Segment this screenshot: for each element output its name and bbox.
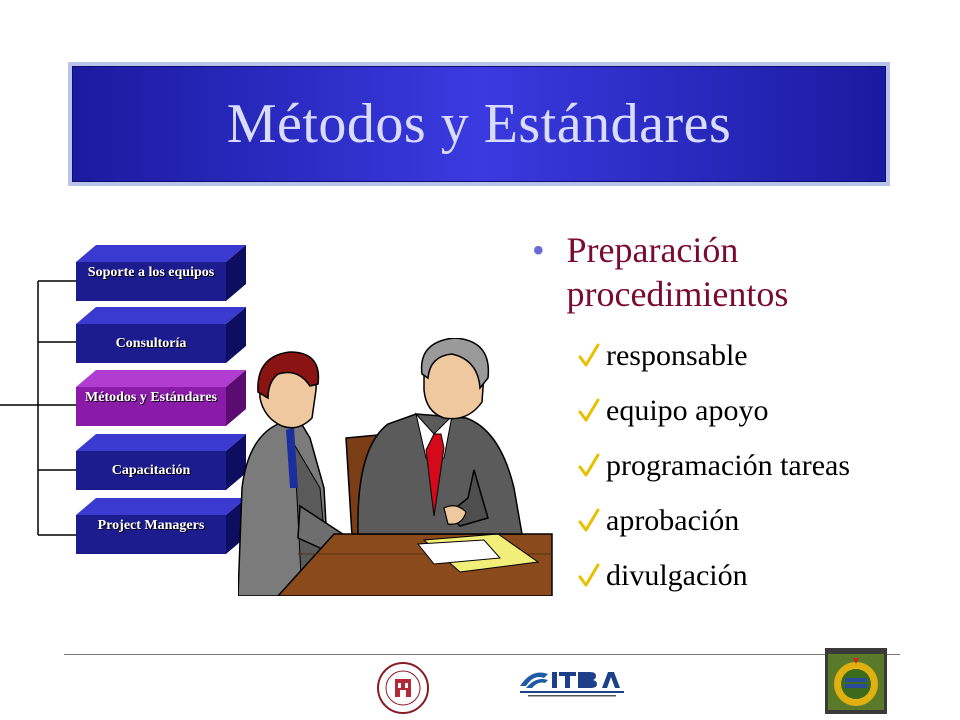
org-connector-lines [0, 281, 80, 535]
org-box-consultoria [76, 307, 246, 363]
org-box-label-project-managers: Project Managers [97, 518, 205, 533]
sub-bullet-item [578, 383, 932, 438]
sub-bullet-text: responsable [606, 338, 748, 372]
org-box-label-metodos: Métodos y Estándares [85, 390, 217, 405]
main-bullet-text: Preparación procedimientos [566, 230, 789, 314]
sub-bullet-item [578, 328, 932, 383]
sub-bullet-item [578, 548, 932, 603]
sub-bullet-item [578, 438, 932, 493]
university-seal-logo [376, 661, 430, 715]
org-box-label-consultoria: Consultoría [115, 336, 187, 351]
org-box-capacitacion [76, 434, 246, 490]
sub-bullet-text: divulgación [606, 558, 748, 592]
checkmark-icon [578, 508, 600, 534]
org-box-label-soporte: Soporte a los equipos [87, 265, 215, 280]
slide-title: Métodos y Estándares [226, 93, 732, 155]
sub-bullet-item [578, 493, 932, 548]
checkmark-icon [578, 398, 600, 424]
sub-bullet-text: programación tareas [606, 448, 851, 482]
sub-bullet-list [578, 328, 932, 603]
bullet-dot-icon: • [532, 230, 545, 270]
checkmark-icon [578, 453, 600, 479]
org-box-label-capacitacion: Capacitación [111, 463, 191, 478]
project-badge-logo [825, 648, 887, 714]
itba-logo [518, 664, 628, 700]
business-meeting-illustration [238, 338, 554, 596]
bullet-content [532, 228, 932, 603]
sub-bullet-text: aprobación [606, 503, 740, 537]
checkmark-icon [578, 563, 600, 589]
checkmark-icon [578, 343, 600, 369]
footer-divider [64, 654, 900, 655]
sub-bullet-text: equipo apoyo [606, 393, 769, 427]
main-bullet [532, 228, 932, 316]
org-chart [0, 0, 260, 600]
